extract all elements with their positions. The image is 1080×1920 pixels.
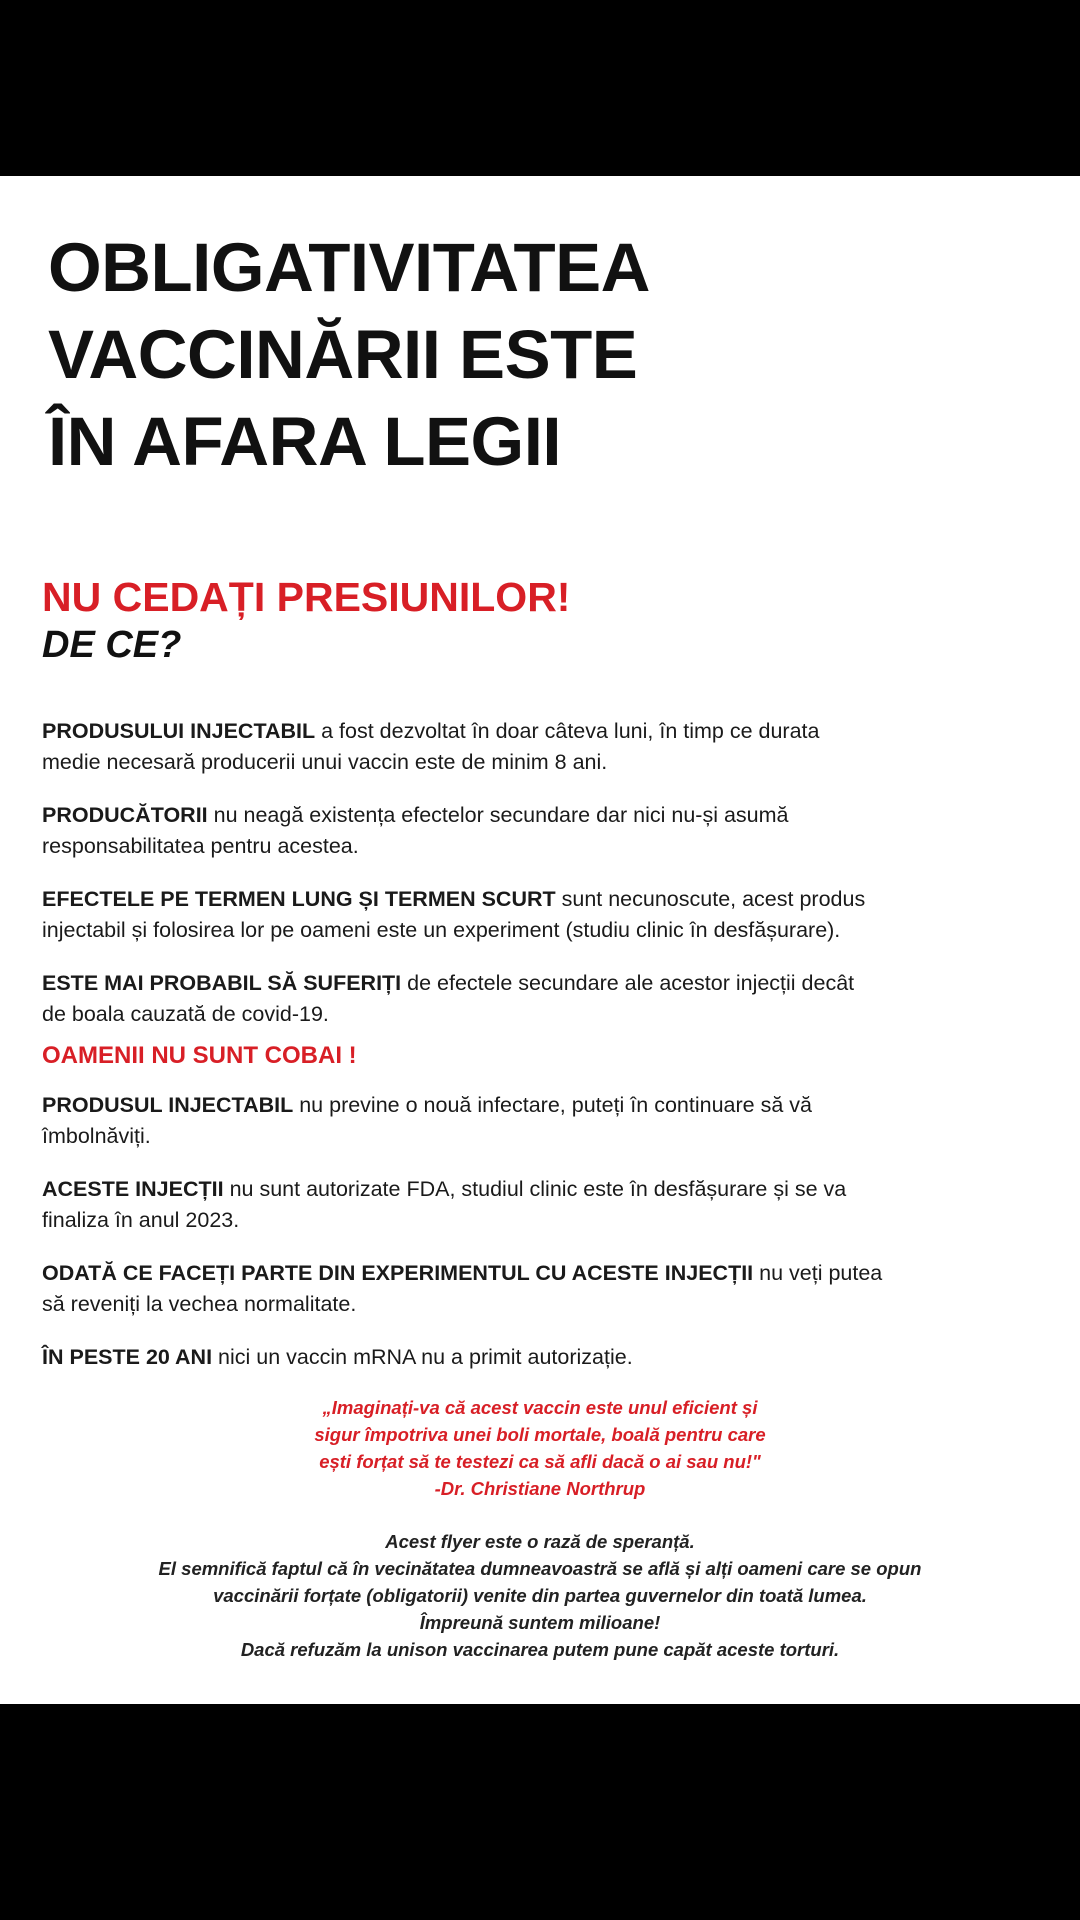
paragraph-7	[42, 1258, 1052, 1320]
paragraph-text: nu veți putea	[753, 1261, 883, 1285]
paragraph-lead: PRODUSULUI INJECTABIL	[42, 719, 316, 743]
subtitle-question: DE CE?	[42, 624, 182, 666]
paragraph-1	[42, 716, 1052, 778]
paragraph-text: a fost dezvoltat în doar câteva luni, în timp ce durata	[315, 719, 820, 743]
closing-block	[0, 1528, 1080, 1663]
paragraph-2	[42, 800, 1052, 862]
bottom-black-bar	[0, 1704, 1080, 1920]
paragraph-text: sunt necunoscute, acest produs	[555, 887, 866, 911]
paragraph-6	[42, 1174, 1052, 1236]
paragraph-line	[42, 884, 1052, 915]
quote-line-3: ești forțat să te testezi ca să afli dacă o ai sau nu!"	[319, 1451, 761, 1472]
paragraph-line	[42, 800, 1052, 831]
paragraph-line	[42, 1342, 1052, 1373]
paragraph-lead: ÎN PESTE 20 ANI	[42, 1345, 213, 1369]
paragraph-line	[42, 968, 1052, 999]
paragraph-lead: PRODUSUL INJECTABIL	[42, 1093, 294, 1117]
paragraph-lead: PRODUCĂTORII	[42, 803, 208, 827]
paragraph-lead: ODATĂ CE FACEȚI PARTE DIN EXPERIMENTUL CU ACESTE INJECȚII	[42, 1261, 754, 1285]
paragraph-text: nici un vaccin mRNA nu a primit autorizație.	[212, 1345, 633, 1369]
paragraph-lead: ESTE MAI PROBABIL SĂ SUFERIȚI	[42, 971, 402, 995]
paragraph-line	[42, 716, 1052, 747]
paragraph-line: responsabilitatea pentru acestea.	[42, 834, 359, 858]
paragraph-line: de boala cauzată de covid-19.	[42, 1002, 329, 1026]
paragraph-8	[42, 1342, 1052, 1373]
paragraph-line: să reveniți la vechea normalitate.	[42, 1292, 357, 1316]
quote-block	[0, 1394, 1080, 1502]
flyer-page	[0, 176, 1080, 1704]
paragraph-lead: EFECTELE PE TERMEN LUNG ȘI TERMEN SCURT	[42, 887, 556, 911]
closing-line-5: Dacă refuzăm la unison vaccinarea putem pune capăt acestе torturi.	[240, 1639, 840, 1660]
paragraph-text: nu previne o nouă infectare, puteți în continuare să vă	[293, 1093, 812, 1117]
flyer-body	[42, 716, 1052, 1395]
paragraph-line: îmbolnăviți.	[42, 1124, 151, 1148]
title-line-1: OBLIGATIVITATEA	[48, 229, 650, 306]
quote-line-1: „Imaginați-va că acest vaccin este unul eficient și	[322, 1397, 758, 1418]
quote-line-2: sigur împotriva unei boli mortale, boală pentru care	[314, 1424, 766, 1445]
paragraph-lead: ACESTE INJECȚII	[42, 1177, 224, 1201]
closing-line-2: El semnifică faptul că în vecinătatea dumneavoastră se află și alți oameni care se opun	[158, 1558, 922, 1579]
closing-line-4: Împreună suntem milioane!	[419, 1612, 661, 1633]
title-line-3: ÎN AFARA LEGII	[48, 403, 562, 480]
paragraph-line: finaliza în anul 2023.	[42, 1208, 240, 1232]
paragraph-5	[42, 1090, 1052, 1152]
flyer-title	[48, 224, 650, 485]
subtitle-red: NU CEDAȚI PRESIUNILOR!	[42, 574, 571, 620]
closing-line-1: Acest flyer este o rază de speranță.	[385, 1531, 695, 1552]
paragraph-text: nu sunt autorizate FDA, studiul clinic este în desfășurare și se va	[223, 1177, 847, 1201]
closing-line-3: vaccinării forțate (obligatorii) venite din partea guvernelor din toată lumea.	[213, 1585, 867, 1606]
paragraph-line	[42, 1090, 1052, 1121]
quote-author: -Dr. Christiane Northrup	[434, 1478, 646, 1499]
paragraph-text: nu neagă existența efectelor secundare dar nici nu-și asumă	[207, 803, 789, 827]
paragraph-3	[42, 884, 1052, 946]
red-heading: OAMENII NU SUNT COBAI !	[42, 1042, 357, 1069]
paragraph-4	[42, 968, 1052, 1030]
title-line-2: VACCINĂRII ESTE	[48, 316, 638, 393]
top-black-bar	[0, 0, 1080, 176]
paragraph-text: de efectele secundare ale acestor injecții decât	[401, 971, 855, 995]
paragraph-line: injectabil și folosirea lor pe oameni este un experiment (studiu clinic în desfășurare).	[42, 918, 841, 942]
paragraph-line	[42, 1258, 1052, 1289]
paragraph-line: medie necesară producerii unui vaccin este de minim 8 ani.	[42, 750, 608, 774]
paragraph-line	[42, 1174, 1052, 1205]
